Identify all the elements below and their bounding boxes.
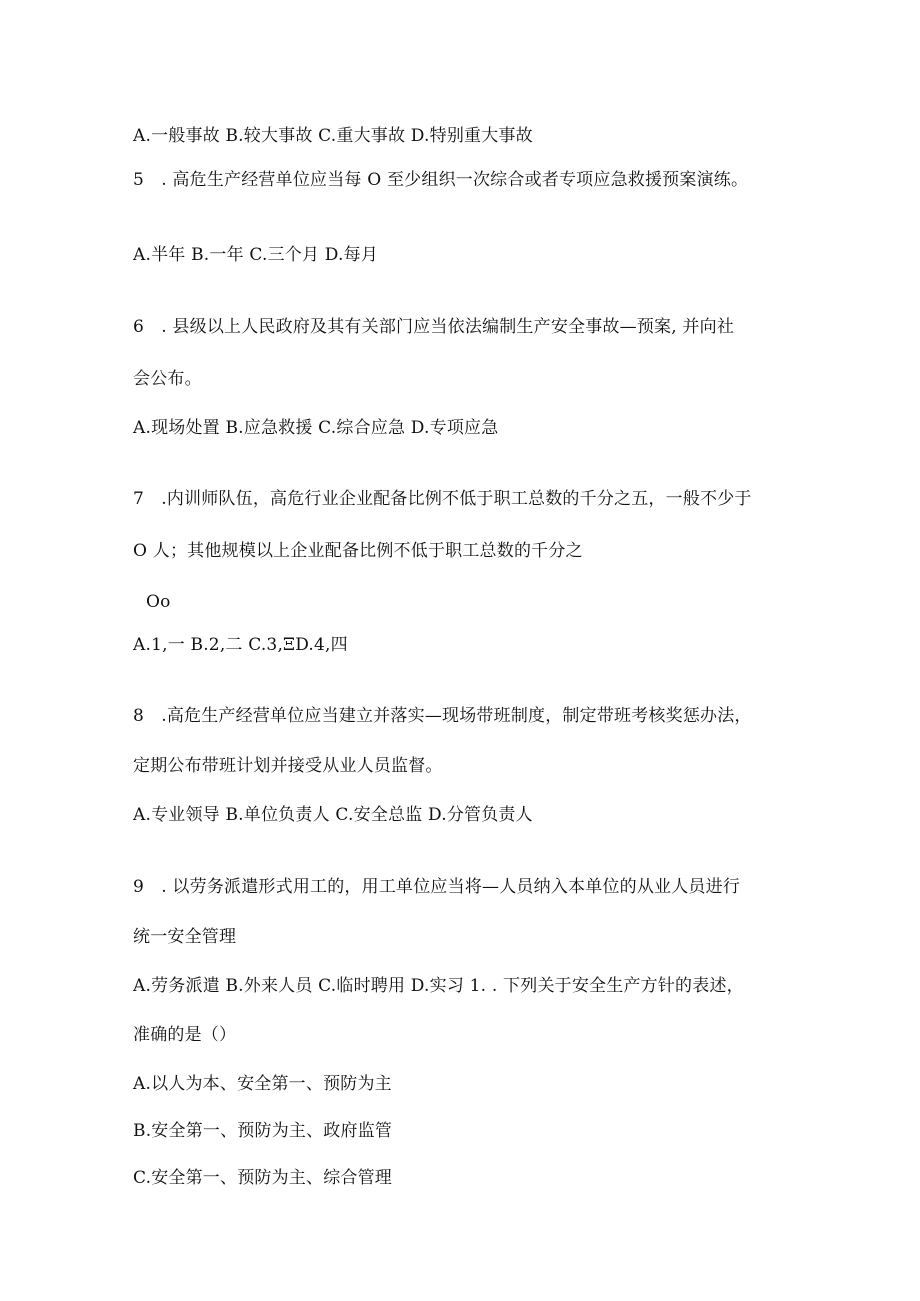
question-8-line2: 定期公布带班计划并接受从业人员监督。 (133, 756, 443, 776)
option-10b: B.安全第一、预防为主、政府监管 (133, 1121, 393, 1141)
question-6-line2: 会公布。 (133, 369, 202, 389)
options-q6: A.现场处置 B.应急救援 C.综合应急 D.专项应急 (133, 418, 499, 438)
options-q7: A.1,一 B.2,二 C.3,ΞD.4,四 (133, 635, 348, 655)
question-9-line2: 统一安全管理 (133, 927, 237, 947)
options-q5: A.半年 B.一年 C.三个月 D.每月 (133, 245, 379, 265)
question-7-line1: 7 .内训师队伍，高危行业企业配备比例不低于职工总数的千分之五，一般不少于 (133, 489, 752, 509)
options-q4: A.一般事故 B.较大事故 C.重大事故 D.特别重大事故 (133, 126, 533, 146)
question-7-line3: Oo (146, 592, 171, 612)
question-7-line2: O 人；其他规模以上企业配备比例不低于职工总数的千分之 (133, 541, 583, 561)
option-10a: A.以人为本、安全第一、预防为主 (133, 1074, 392, 1094)
question-8-line1: 8 .高危生产经营单位应当建立并落实—现场带班制度，制定带班考核奖惩办法， (133, 706, 752, 726)
question-10-line2: 准确的是（） (133, 1025, 237, 1045)
question-6-line1: 6 . 县级以上人民政府及其有关部门应当依法编制生产安全事故—预案, 并向社 (133, 317, 735, 337)
options-q9-and-question-10: A.劳务派遣 B.外来人员 C.临时聘用 D.实习 1. . 下列关于安全生产方针的表述， (133, 976, 744, 996)
option-10c: C.安全第一、预防为主、综合管理 (133, 1168, 393, 1188)
options-q8: A.专业领导 B.单位负责人 C.安全总监 D.分管负责人 (133, 805, 533, 825)
question-5: 5 . 高危生产经营单位应当每 O 至少组织一次综合或者专项应急救援预案演练。 (133, 170, 749, 190)
question-9-line1: 9 . 以劳务派遣形式用工的，用工单位应当将—人员纳入本单位的从业人员进行 (133, 877, 741, 897)
